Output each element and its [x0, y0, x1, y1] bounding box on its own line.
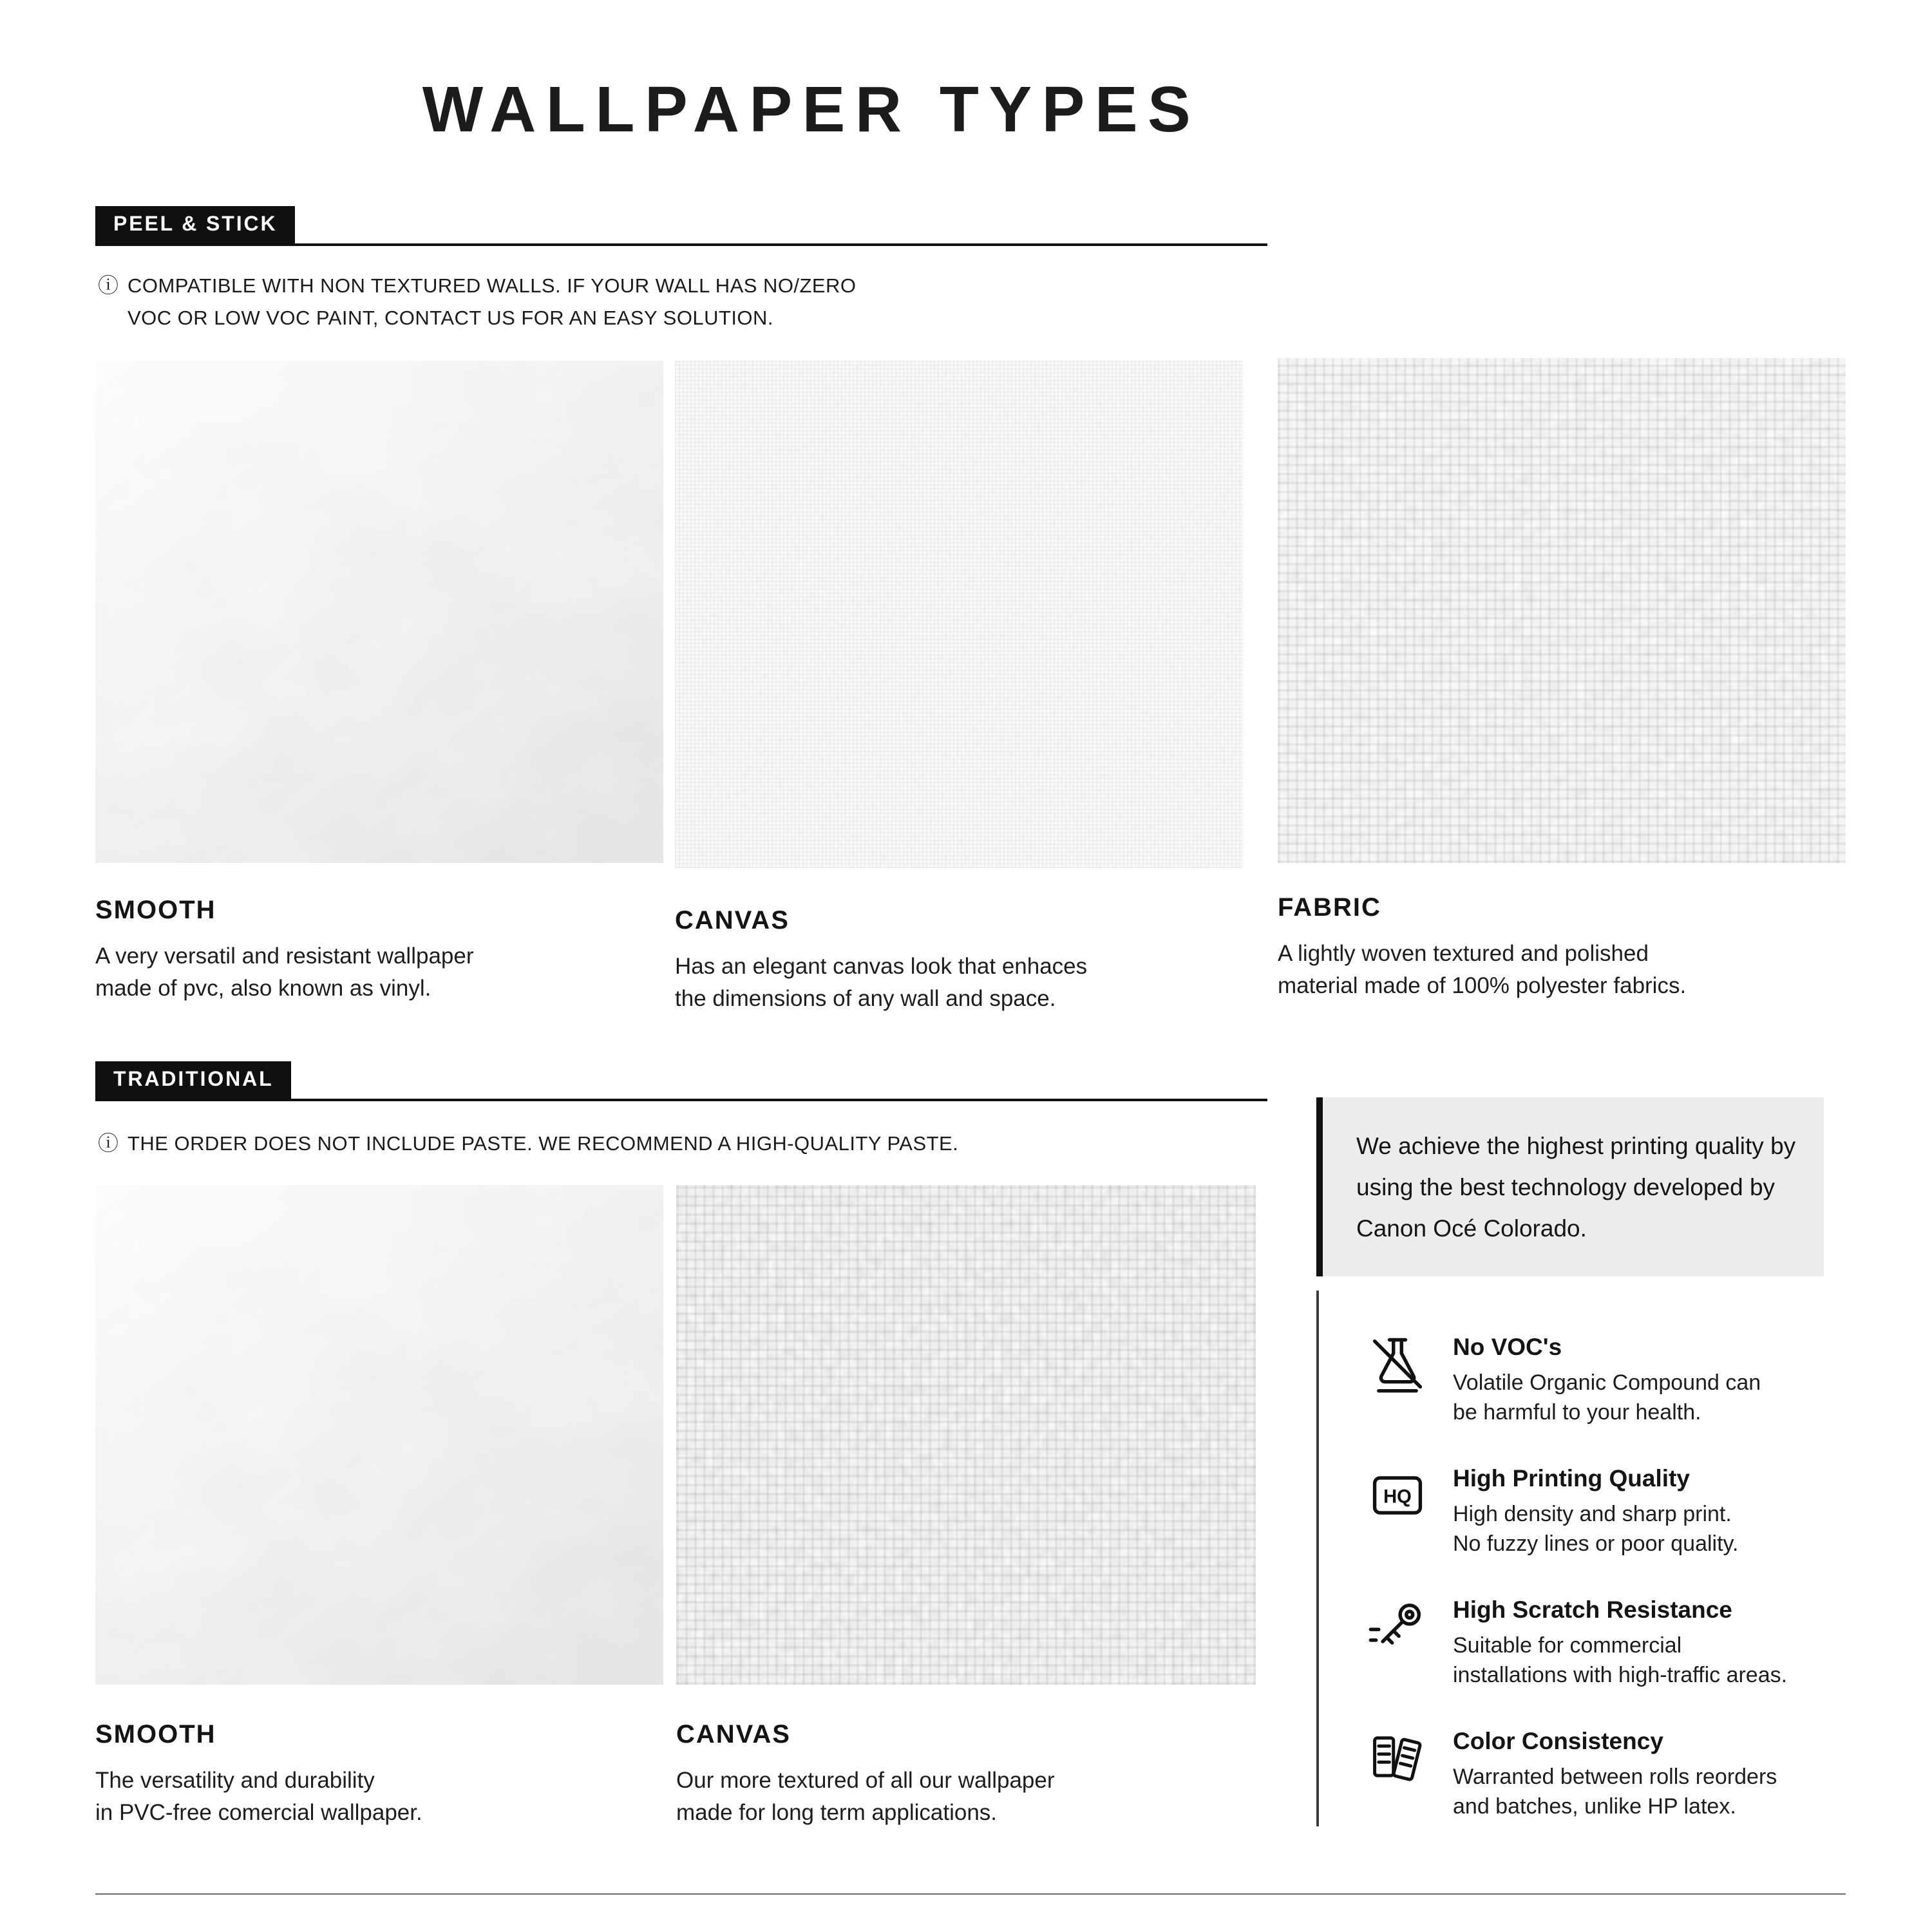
- swatch-name: SMOOTH: [95, 1721, 216, 1749]
- feature-desc-line: be harmful to your health.: [1453, 1400, 1701, 1425]
- no-chemicals-icon: [1365, 1332, 1430, 1396]
- swatch-desc-line: material made of 100% polyester fabrics.: [1278, 972, 1687, 998]
- feature-title: High Scratch Resistance: [1453, 1595, 1732, 1623]
- swatch-image-canvas-peel: [675, 361, 1243, 868]
- page-title: WALLPAPER TYPES: [422, 73, 1201, 146]
- caption-smooth-traditional: [95, 1721, 663, 1828]
- feature-high-scratch-resistance: [1365, 1595, 1847, 1691]
- caption-fabric-peel: [1278, 894, 1846, 1001]
- swatch-desc-line: The versatility and durability: [95, 1767, 375, 1793]
- feature-no-vocs: [1365, 1332, 1847, 1428]
- swatch-desc-line: in PVC-free comercial wallpaper.: [95, 1799, 422, 1825]
- swatch-desc-line: made for long term applications.: [676, 1799, 998, 1825]
- swatch-desc-line: A very versatil and resistant wallpaper: [95, 943, 474, 969]
- feature-desc-line: No fuzzy lines or poor quality.: [1453, 1531, 1739, 1557]
- swatch-desc-line: A lightly woven textured and polished: [1278, 940, 1649, 966]
- feature-desc-line: Volatile Organic Compound can: [1453, 1370, 1761, 1395]
- swatch-image-smooth-traditional: [95, 1185, 663, 1685]
- peel-stick-section-header: [95, 206, 1267, 246]
- swatch-name: CANVAS: [676, 1721, 791, 1749]
- bottom-divider: [95, 1893, 1846, 1895]
- swatch-desc-line: Has an elegant canvas look that enhaces: [675, 953, 1088, 979]
- feature-title: No VOC's: [1453, 1333, 1562, 1360]
- swatch-name: CANVAS: [675, 907, 790, 935]
- key-scratch-icon: [1365, 1595, 1430, 1659]
- caption-canvas-traditional: [676, 1721, 1244, 1828]
- feature-color-consistency: [1365, 1725, 1847, 1822]
- swatch-desc-line: Our more textured of all our wallpaper: [676, 1767, 1055, 1793]
- caption-canvas-peel: [675, 907, 1243, 1014]
- traditional-label: TRADITIONAL: [95, 1061, 292, 1101]
- feature-desc-line: High density and sharp print.: [1453, 1501, 1732, 1526]
- peel-stick-note: [98, 270, 856, 335]
- swatch-name: SMOOTH: [95, 896, 216, 925]
- feature-desc-line: Suitable for commercial: [1453, 1633, 1682, 1658]
- svg-text:HQ: HQ: [1383, 1486, 1412, 1508]
- feature-list: [1316, 1291, 1847, 1826]
- swatch-desc-line: the dimensions of any wall and space.: [675, 985, 1056, 1011]
- feature-desc-line: and batches, unlike HP latex.: [1453, 1794, 1736, 1819]
- hq-badge-icon: [1365, 1463, 1430, 1528]
- peel-stick-rule: [295, 243, 1267, 246]
- peel-stick-label: PEEL & STICK: [95, 206, 295, 246]
- note-line: VOC OR LOW VOC PAINT, CONTACT US FOR AN EASY SOLUTION.: [128, 308, 773, 330]
- traditional-rule: [292, 1099, 1267, 1101]
- traditional-section-header: [95, 1061, 1267, 1101]
- feature-high-printing-quality: [1365, 1463, 1847, 1560]
- printing-quality-statement: We achieve the highest printing quality by using the best technology developed by Canon Océ Colorado.: [1316, 1097, 1824, 1277]
- feature-title: High Printing Quality: [1453, 1464, 1690, 1492]
- caption-smooth-peel: [95, 896, 663, 1004]
- swatch-image-fabric-peel: [1278, 358, 1846, 863]
- swatch-image-smooth-peel: [95, 361, 663, 863]
- feature-title: Color Consistency: [1453, 1727, 1663, 1754]
- traditional-note: [98, 1128, 958, 1160]
- info-icon: ⓘ: [98, 273, 119, 298]
- feature-desc-line: installations with high-traffic areas.: [1453, 1663, 1788, 1688]
- note-line: COMPATIBLE WITH NON TEXTURED WALLS. IF YOUR WALL HAS NO/ZERO: [128, 276, 857, 298]
- info-icon: ⓘ: [98, 1131, 119, 1155]
- feature-desc-line: Warranted between rolls reorders: [1453, 1764, 1777, 1789]
- swatch-image-canvas-traditional: [676, 1185, 1256, 1685]
- color-swatches-icon: [1365, 1725, 1430, 1790]
- note-line: THE ORDER DOES NOT INCLUDE PASTE. WE RECOMMEND A HIGH-QUALITY PASTE.: [128, 1133, 959, 1155]
- swatch-name: FABRIC: [1278, 894, 1381, 922]
- swatch-desc-line: made of pvc, also known as vinyl.: [95, 974, 431, 1001]
